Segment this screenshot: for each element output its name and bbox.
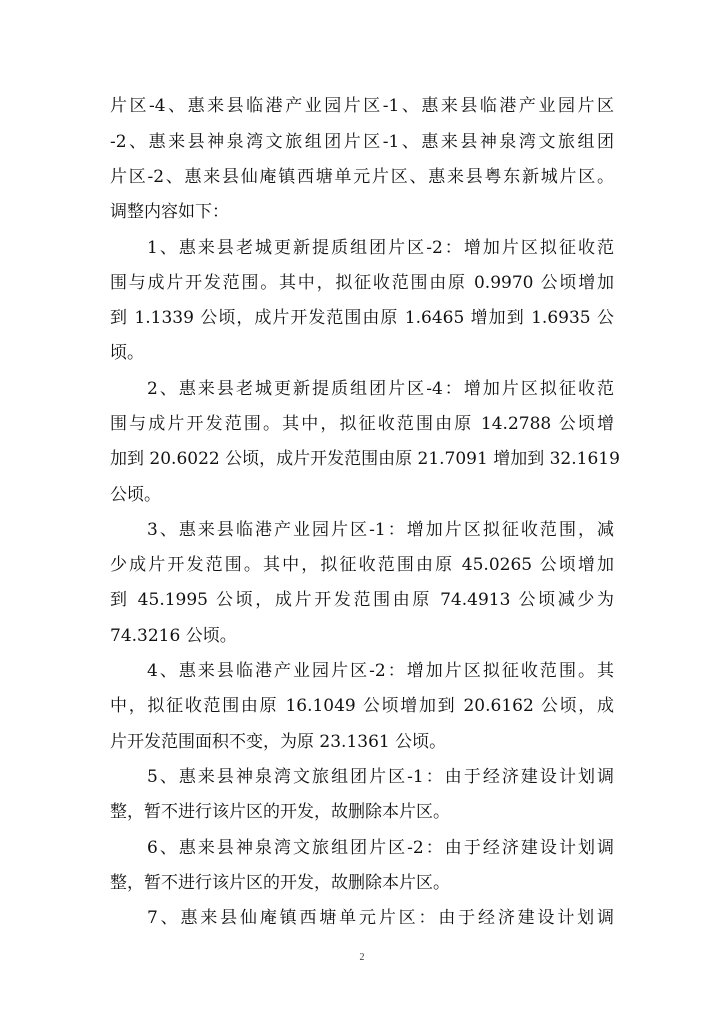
text-line: 少成片开发范围。其中，拟征收范围由原 45.0265 公顷增加 [110,555,614,575]
page-number: 2 [359,952,365,963]
text-line: 调整内容如下： [110,202,229,222]
item-4-heading-line: 4、惠来县临港产业园片区-2：增加片区拟征收范围。其 [147,661,614,681]
item-7-heading-line: 7、惠来县仙庵镇西塘单元片区：由于经济建设计划调 [147,908,614,928]
text-line: 片区-2、惠来县仙庵镇西塘单元片区、惠来县粤东新城片区。 [110,167,614,187]
text-line: 到 1.1339 公顷，成片开发范围由原 1.6465 增加到 1.6935 公 [110,308,614,328]
text-line: 中，拟征收范围由原 16.1049 公顷增加到 20.6162 公顷，成 [110,696,614,716]
text-line: 顷。 [110,343,144,363]
text-line: 围与成片开发范围。其中，拟征收范围由原 0.9970 公顷增加 [110,273,614,293]
text-line: 围与成片开发范围。其中，拟征收范围由原 14.2788 公顷增 [110,414,614,434]
text-line: -2、惠来县神泉湾文旅组团片区-1、惠来县神泉湾文旅组团 [110,132,614,152]
text-line: 片开发范围面积不变，为原 23.1361 公顷。 [110,732,447,752]
item-3-heading-line: 3、惠来县临港产业园片区-1：增加片区拟征收范围，减 [147,520,614,540]
item-5-heading-line: 5、惠来县神泉湾文旅组团片区-1：由于经济建设计划调 [147,767,614,787]
text-line: 到 45.1995 公顷，成片开发范围由原 74.4913 公顷减少为 [110,590,614,610]
text-line: 加到 20.6022 公顷，成片开发范围由原 21.7091 增加到 32.1619 [110,449,620,469]
text-line: 公顷。 [110,485,161,505]
item-2-heading-line: 2、惠来县老城更新提质组团片区-4：增加片区拟征收范 [147,379,614,399]
text-line: 74.3216 公顷。 [110,626,237,646]
text-line: 片区-4、惠来县临港产业园片区-1、惠来县临港产业园片区 [110,96,614,116]
item-1-heading-line: 1、惠来县老城更新提质组团片区-2：增加片区拟征收范 [147,238,614,258]
item-6-heading-line: 6、惠来县神泉湾文旅组团片区-2：由于经济建设计划调 [147,838,614,858]
text-line: 整，暂不进行该片区的开发，故删除本片区。 [110,802,450,822]
text-line: 整，暂不进行该片区的开发，故删除本片区。 [110,873,450,893]
